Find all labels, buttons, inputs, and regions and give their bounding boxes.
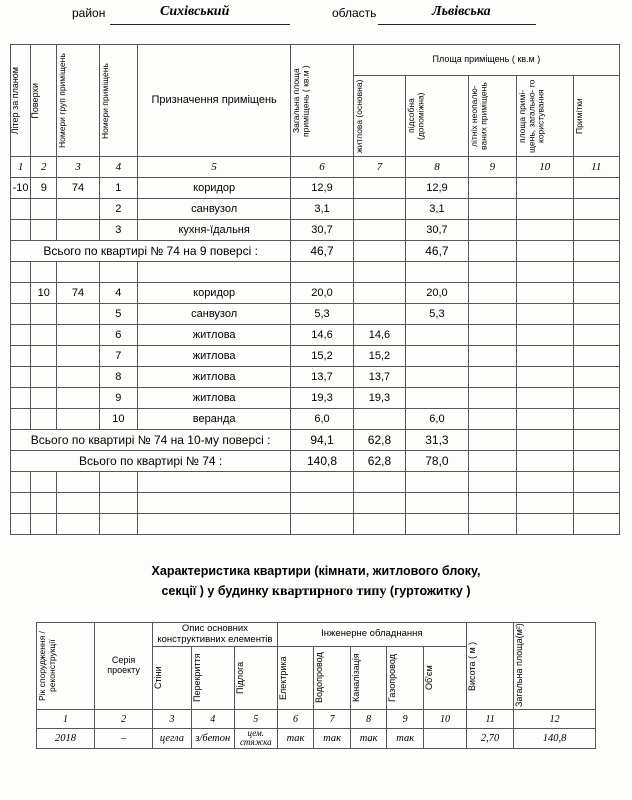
table-row [11,409,620,430]
cell-floor [31,346,57,367]
bheader-walls: Стіни [153,647,192,710]
cell-empty [291,493,354,514]
cell-liter [11,409,31,430]
cell-purpose: житлова [138,388,291,409]
cell-empty [57,472,99,493]
bottom-header-row-1 [37,623,596,647]
cell-empty [31,493,57,514]
cell-total: 14,6 [291,325,354,346]
cell-floor [31,409,57,430]
grand-total-notes [573,451,619,472]
cell-aux [406,346,469,367]
subtotal-floor-10-aux: 31,3 [406,430,469,451]
cell-group [57,199,99,220]
cell-empty [57,262,99,283]
cell-aux [406,367,469,388]
cell-empty [406,493,469,514]
cell-floor [31,325,57,346]
bheader-height: Висота ( м ) [466,623,513,710]
region-rule [378,24,536,25]
cell-empty [99,514,137,535]
cell-empty [353,472,405,493]
header-purpose: Призначення приміщень [138,45,291,157]
cell-floor [31,388,57,409]
cell-empty [517,493,573,514]
bdata-height: 2,70 [466,729,513,749]
cell-nonres [468,325,516,346]
cell-group [57,367,99,388]
apartment-characteristics-table [36,622,596,749]
cell-empty [406,514,469,535]
colnum-11: 11 [573,157,619,178]
premises-table [10,44,620,535]
cell-room: 2 [99,199,137,220]
cell-floor [31,304,57,325]
cell-notes [573,220,619,241]
cell-floor: 10 [31,283,57,304]
bheader-water: Водопровод [314,647,351,710]
cell-empty [468,262,516,283]
table-header-row-1 [11,45,620,76]
subtotal-floor-10-total: 94,1 [291,430,354,451]
cell-empty [573,514,619,535]
cell-purpose: санвузол [138,304,291,325]
cell-empty [31,514,57,535]
cell-empty [353,514,405,535]
colnum-7: 7 [353,157,405,178]
cell-shared [517,304,573,325]
cell-nonres [468,199,516,220]
cell-living: 14,6 [353,325,405,346]
header-notes: Примітки [573,76,619,157]
bheader-floor: Підлога [234,647,277,710]
header-line [0,4,632,30]
cell-room: 5 [99,304,137,325]
subtotal-floor-9-nonres [468,241,516,262]
bcolnum-4: 4 [191,710,234,729]
colnum-8: 8 [406,157,469,178]
header-non-residential: літніх неопалю- ваних приміщень [468,76,516,157]
table-row [11,220,620,241]
cell-liter [11,367,31,388]
cell-purpose: кухня-їдальня [138,220,291,241]
subtotal-floor-9-shared [517,241,573,262]
cell-empty [99,493,137,514]
section-title-line-1: Характеристика квартири (кімнати, житлового блоку, [151,564,481,578]
cell-empty [517,514,573,535]
cell-total: 12,9 [291,178,354,199]
bdata-series: – [95,729,153,749]
cell-empty [99,262,137,283]
cell-nonres [468,178,516,199]
cell-shared [517,346,573,367]
cell-notes [573,304,619,325]
cell-purpose: веранда [138,409,291,430]
subtotal-floor-10-row [11,430,620,451]
cell-purpose: коридор [138,283,291,304]
cell-floor [31,220,57,241]
table-row [11,367,620,388]
cell-aux: 5,3 [406,304,469,325]
section-title-emphasis: квартирного типу [271,584,387,600]
table-row-empty [11,493,620,514]
cell-room: 7 [99,346,137,367]
cell-empty [406,262,469,283]
bcolnum-5: 5 [234,710,277,729]
cell-notes [573,283,619,304]
bheader-total-area: Загальна площа(м²) [514,623,596,710]
section-title [0,562,632,603]
cell-empty [291,514,354,535]
cell-total: 15,2 [291,346,354,367]
cell-empty [573,472,619,493]
cell-empty [468,493,516,514]
table-row-empty [11,514,620,535]
cell-living [353,283,405,304]
region-label: область [332,6,377,20]
bcolnum-11: 11 [466,710,513,729]
subtotal-floor-10-label: Всього по квартирі № 74 на 10-му поверсі : [11,430,291,451]
header-auxiliary: підсобна (допоміжна) [406,76,469,157]
header-living: житлова (основна) [353,76,405,157]
cell-aux [406,325,469,346]
cell-notes [573,199,619,220]
bheader-volume: Об'єм [423,647,466,710]
cell-total: 19,3 [291,388,354,409]
cell-empty [11,262,31,283]
district-rule [110,24,290,25]
grand-total-label: Всього по квартирі № 74 : [11,451,291,472]
cell-shared [517,388,573,409]
cell-empty [11,472,31,493]
cell-shared [517,220,573,241]
cell-aux: 3,1 [406,199,469,220]
bdata-ceilings: з/бетон [191,729,234,749]
bheader-ceilings: Перекриття [191,647,234,710]
bheader-engineering-group: Інженерне обладнання [277,623,466,647]
cell-notes [573,346,619,367]
cell-empty [517,472,573,493]
bheader-structural-group: Опис основних конструктивних елементів [153,623,278,647]
cell-aux: 12,9 [406,178,469,199]
cell-floor [31,367,57,388]
bcolnum-2: 2 [95,710,153,729]
cell-room: 3 [99,220,137,241]
cell-purpose: житлова [138,367,291,388]
colnum-9: 9 [468,157,516,178]
bcolnum-7: 7 [314,710,351,729]
cell-living: 13,7 [353,367,405,388]
bheader-year: Рік спорудження / реконструкції [37,623,95,710]
cell-nonres [468,220,516,241]
colnum-2: 2 [31,157,57,178]
cell-liter [11,283,31,304]
cell-room: 6 [99,325,137,346]
cell-empty [138,493,291,514]
cell-empty [57,514,99,535]
colnum-3: 3 [57,157,99,178]
subtotal-floor-9-label: Всього по квартирі № 74 на 9 поверсі : [11,241,291,262]
cell-empty [573,493,619,514]
cell-purpose: житлова [138,325,291,346]
cell-empty [138,262,291,283]
column-number-row [11,157,620,178]
cell-notes [573,388,619,409]
cell-living [353,178,405,199]
cell-nonres [468,346,516,367]
cell-total: 20,0 [291,283,354,304]
cell-total: 30,7 [291,220,354,241]
cell-empty [353,493,405,514]
table-row [11,199,620,220]
cell-notes [573,367,619,388]
cell-group [57,346,99,367]
cell-living [353,220,405,241]
bcolnum-6: 6 [277,710,314,729]
table-row-empty [11,262,620,283]
bdata-volume [423,729,466,749]
cell-total: 5,3 [291,304,354,325]
cell-empty [138,514,291,535]
cell-group [57,409,99,430]
subtotal-floor-9-total: 46,7 [291,241,354,262]
cell-notes [573,178,619,199]
bcolnum-10: 10 [423,710,466,729]
subtotal-floor-9-living [353,241,405,262]
table-row [11,283,620,304]
cell-group: 74 [57,283,99,304]
cell-total: 3,1 [291,199,354,220]
colnum-4: 4 [99,157,137,178]
bdata-gas: так [387,729,424,749]
bdata-sewerage: так [350,729,387,749]
cell-purpose: коридор [138,178,291,199]
cell-aux: 6,0 [406,409,469,430]
table-row [11,178,620,199]
cell-notes [573,409,619,430]
table-row [11,388,620,409]
cell-nonres [468,388,516,409]
grand-total-nonres [468,451,516,472]
grand-total-total: 140,8 [291,451,354,472]
subtotal-floor-10-shared [517,430,573,451]
cell-shared [517,409,573,430]
cell-aux [406,388,469,409]
colnum-6: 6 [291,157,354,178]
bdata-electricity: так [277,729,314,749]
bcolnum-8: 8 [350,710,387,729]
cell-nonres [468,283,516,304]
cell-shared [517,178,573,199]
cell-room: 8 [99,367,137,388]
cell-empty [31,262,57,283]
region-value: Львівська [432,4,491,19]
cell-liter [11,220,31,241]
bcolnum-12: 12 [514,710,596,729]
cell-liter [11,346,31,367]
cell-nonres [468,367,516,388]
cell-purpose: житлова [138,346,291,367]
cell-group: 74 [57,178,99,199]
grand-total-shared [517,451,573,472]
bcolnum-1: 1 [37,710,95,729]
section-title-line-2a: секції ) у будинку [161,584,272,599]
cell-aux: 30,7 [406,220,469,241]
subtotal-floor-9-row [11,241,620,262]
cell-group [57,220,99,241]
header-room-no: Номери приміщень [99,45,137,157]
subtotal-floor-9-notes [573,241,619,262]
cell-living [353,409,405,430]
cell-empty [573,262,619,283]
bcolnum-3: 3 [153,710,192,729]
colnum-1: 1 [11,157,31,178]
cell-empty [517,262,573,283]
cell-nonres [468,409,516,430]
cell-shared [517,325,573,346]
cell-liter [11,325,31,346]
table-row-empty [11,472,620,493]
cell-group [57,325,99,346]
header-shared-use: площа примі- щень, загально- го користування [517,76,573,157]
header-group-no: Номери груп приміщень [57,45,99,157]
bheader-sewerage: Каналізація [350,647,387,710]
table-row [11,325,620,346]
cell-living [353,304,405,325]
bcolnum-9: 9 [387,710,424,729]
cell-notes [573,325,619,346]
bheader-gas: Газопровод [387,647,424,710]
cell-group [57,388,99,409]
cell-empty [291,262,354,283]
cell-liter: -10 [11,178,31,199]
cell-empty [468,514,516,535]
header-floor: Поверхи [31,45,57,157]
cell-living: 19,3 [353,388,405,409]
subtotal-floor-10-notes [573,430,619,451]
bottom-column-number-row [37,710,596,729]
subtotal-floor-10-living: 62,8 [353,430,405,451]
cell-liter [11,388,31,409]
cell-total: 6,0 [291,409,354,430]
cell-room: 10 [99,409,137,430]
section-title-line-2c: (гуртожитку ) [386,584,471,599]
colnum-10: 10 [517,157,573,178]
table-row [11,304,620,325]
subtotal-floor-9-aux: 46,7 [406,241,469,262]
cell-empty [57,493,99,514]
cell-living: 15,2 [353,346,405,367]
cell-shared [517,199,573,220]
cell-empty [11,493,31,514]
cell-total: 13,7 [291,367,354,388]
bdata-water: так [314,729,351,749]
cell-living [353,199,405,220]
cell-shared [517,283,573,304]
grand-total-living: 62,8 [353,451,405,472]
cell-empty [99,472,137,493]
cell-floor [31,199,57,220]
cell-liter [11,304,31,325]
bottom-data-row [37,729,596,749]
colnum-5: 5 [138,157,291,178]
grand-total-row [11,451,620,472]
bdata-total-area: 140,8 [514,729,596,749]
header-area-group: Площа приміщень ( кв.м ) [353,45,619,76]
grand-total-aux: 78,0 [406,451,469,472]
bdata-floor: цем. стяжка [234,729,277,749]
cell-liter [11,199,31,220]
cell-group [57,304,99,325]
cell-empty [11,514,31,535]
district-value: Сихівський [160,4,230,19]
cell-purpose: санвузол [138,199,291,220]
section-title-line-2 [0,581,632,603]
cell-aux: 20,0 [406,283,469,304]
cell-floor: 9 [31,178,57,199]
cell-empty [31,472,57,493]
cell-nonres [468,304,516,325]
header-total-area: Загальна площа приміщень ( кв.м ) [291,45,354,157]
cell-room: 9 [99,388,137,409]
subtotal-floor-10-nonres [468,430,516,451]
cell-empty [406,472,469,493]
cell-shared [517,367,573,388]
bheader-series: Серія проекту [95,623,153,710]
cell-empty [468,472,516,493]
cell-empty [291,472,354,493]
cell-room: 4 [99,283,137,304]
header-liter: Літер за планом [11,45,31,157]
cell-empty [353,262,405,283]
cell-empty [138,472,291,493]
table-row [11,346,620,367]
bdata-year: 2018 [37,729,95,749]
bheader-electricity: Електрика [277,647,314,710]
district-label: район [72,6,106,20]
cell-room: 1 [99,178,137,199]
bdata-walls: цегла [153,729,192,749]
